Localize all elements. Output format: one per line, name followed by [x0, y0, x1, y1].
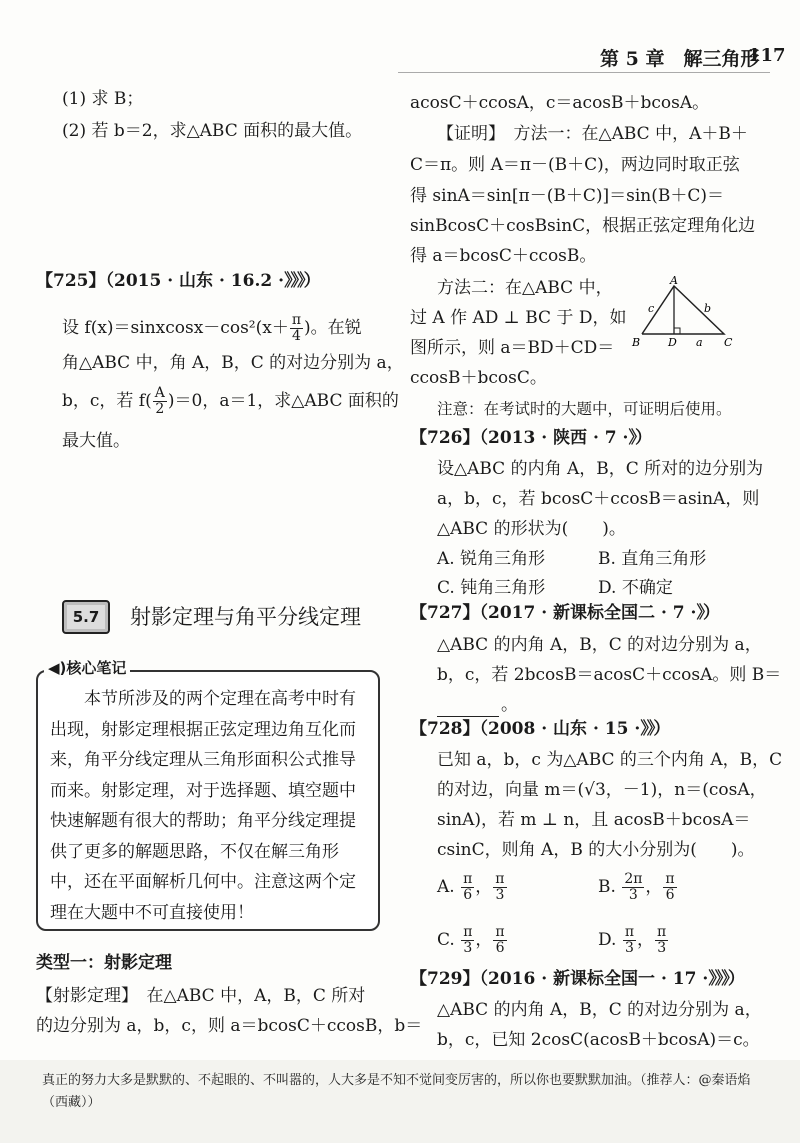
difficulty-moon-icon: 》 — [628, 428, 635, 448]
problem-726-option-C: C. 钝角三角形 — [437, 578, 546, 598]
section-badge: 5.7 — [62, 600, 110, 634]
prev-question-part-2: (2) 若 b＝2，求△ABC 面积的最大值。 — [62, 121, 363, 141]
proof-method-2-line-4: ccosB＋bcosC。 — [410, 368, 547, 388]
page-number: 117 — [748, 45, 786, 66]
chapter-title: 第 5 章 解三角形 — [600, 48, 760, 70]
proof-method-2-line-1: 方法二：在△ABC 中， — [437, 278, 613, 298]
proof-line-4: sinBcosC＋cosBsinC，根据正弦定理角化边 — [410, 216, 756, 236]
problem-728-line-2: 的对边，向量 m＝(√3，－1)，n＝(cosA， — [437, 780, 767, 800]
problem-725-line-4: 最大值。 — [62, 431, 130, 451]
footer-quote: 真正的努力大多是默默的、不起眼的、不叫嚣的，人大多是不知不觉间变厉害的，所以你也要默默加油。（推荐人：@秦语焰（西藏）） — [42, 1073, 751, 1110]
proof-line-5: 得 a＝bcosC＋ccosB。 — [410, 246, 597, 266]
problem-728-option-A: A. $\frac{\pi}{6}$ ， $\frac{\pi}{3}$ — [437, 871, 505, 903]
problem-726-option-A: A. 锐角三角形 — [437, 549, 546, 569]
problem-728-option-C: C. $\frac{\pi}{3}$ ， $\frac{\pi}{6}$ — [437, 924, 505, 956]
label-D: D — [668, 336, 677, 349]
problem-726-tag: 【726】（2013 · 陕西 · 7 ·》） — [410, 428, 652, 448]
difficulty-moon-icon: 》》 — [640, 719, 654, 739]
problem-729-line-2: b，c，已知 2cosC(acosB＋bcosA)＝c。 — [437, 1030, 760, 1050]
prev-question-part-1: (1) 求 B； — [62, 89, 144, 109]
right-angle-mark — [674, 328, 680, 334]
answer-blank — [437, 694, 499, 717]
triangle-figure — [628, 276, 738, 352]
problem-728-line-4: csinC，则角 A，B 的大小分别为( )。 — [437, 840, 755, 860]
problem-725-line-1: 设 f(x)＝sinxcosx－cos²(x＋ $\frac{\pi}{4}$ )。在锐 — [62, 312, 362, 344]
label-A: A — [670, 276, 678, 287]
proof-line-1: 【证明】 方法一：在△ABC 中，A＋B＋ — [437, 124, 748, 144]
problem-729-tag: 【729】（2016 · 新课标全国一 · 17 ·》》》） — [410, 969, 745, 989]
problem-727-line-1: △ABC 的内角 A，B，C 的对边分别为 a， — [437, 635, 762, 655]
core-notes-body: 本节所涉及的两个定理在高考中时有出现，射影定理根据正弦定理边角互化而来，角平分线定理从三角形面积公式推导而来。射影定理，对于选择题、填空题中快速解题有很大的帮助；角平分线定理提供了更多的解题思路，不仅在解三角形中，还在平面解析几何中。注意这两个定理在大题中不可直接使用！ — [50, 689, 356, 923]
projection-theorem-line-2: 的边分别为 a，b，c，则 a＝bcosC＋ccosB，b＝ — [36, 1016, 423, 1036]
proof-line-2: C＝π。则 A＝π－(B＋C)，两边同时取正弦 — [410, 155, 740, 175]
label-side-a: a — [696, 336, 703, 349]
type-1-heading: 类型一：射影定理 — [36, 953, 172, 973]
projection-theorem-line-3: acosC＋ccosA，c＝acosB＋bcosA。 — [410, 93, 710, 113]
header-rule — [398, 72, 770, 73]
label-side-c: c — [648, 302, 655, 315]
problem-725-line-2: 角△ABC 中，角 A，B，C 的对边分别为 a， — [62, 353, 404, 373]
problem-726-line-3: △ABC 的形状为( )。 — [437, 519, 626, 539]
problem-726-line-2: a，b，c，若 bcosC＋ccosB＝asinA，则 — [437, 489, 760, 509]
problem-727-line-3: 。 — [437, 694, 518, 717]
problem-727-line-2: b，c，若 2bcosB＝acosC＋ccosA。则 B＝ — [437, 665, 782, 685]
problem-728-option-B: B. $\frac{2\pi}{3}$ ， $\frac{\pi}{6}$ — [598, 871, 675, 903]
projection-theorem-line-1: 【射影定理】 在△ABC 中，A，B，C 所对 — [36, 986, 366, 1006]
difficulty-moon-icon: 》》》 — [708, 969, 728, 989]
problem-725-line-3: b，c，若 f( $\frac{A}{2}$ )＝0，a＝1，求△ABC 面积的 — [62, 385, 399, 417]
difficulty-moon-icon: 》 — [696, 603, 703, 623]
fraction-A-over-2: $\frac{A}{2}$ — [154, 385, 165, 417]
problem-729-line-1: △ABC 的内角 A，B，C 的对边分别为 a， — [437, 1000, 762, 1020]
problem-726-line-1: 设△ABC 的内角 A，B，C 所对的边分别为 — [437, 459, 764, 479]
label-C: C — [724, 336, 733, 349]
problem-728-line-1: 已知 a，b，c 为△ABC 的三个内角 A，B，C — [437, 750, 783, 770]
problem-728-line-3: sinA)，若 m ⊥ n，且 acosB＋bcosA＝ — [437, 810, 751, 830]
section-title: 射影定理与角平分线定理 — [130, 605, 361, 629]
triangle-outline — [642, 286, 724, 334]
label-side-b: b — [704, 302, 712, 315]
problem-728-tag: 【728】（2008 · 山东 · 15 ·》》） — [410, 719, 671, 739]
problem-726-option-D: D. 不确定 — [598, 578, 673, 598]
proof-note: 注意：在考试时的大题中，可证明后使用。 — [437, 400, 732, 418]
proof-method-2-line-2: 过 A 作 AD ⊥ BC 于 D，如 — [410, 308, 627, 328]
problem-727-tag: 【727】（2017 · 新课标全国二 · 7 ·》） — [410, 603, 720, 623]
problem-726-option-B: B. 直角三角形 — [598, 549, 707, 569]
difficulty-moon-icon: 》》》 — [284, 271, 304, 291]
fraction-pi-over-4: $\frac{\pi}{4}$ — [291, 312, 302, 344]
core-notes-title: ◀)核心笔记 — [44, 657, 130, 678]
proof-line-3: 得 sinA＝sin[π－(B＋C)]＝sin(B＋C)＝ — [410, 186, 724, 206]
proof-method-2-line-3: 图所示，则 a＝BD＋CD＝ — [410, 338, 615, 358]
label-B: B — [632, 336, 641, 349]
problem-725-tag: 【725】（2015 · 山东 · 16.2 ·》》》） — [36, 271, 321, 291]
problem-728-option-D: D. $\frac{\pi}{3}$ ， $\frac{\pi}{3}$ — [598, 924, 667, 956]
